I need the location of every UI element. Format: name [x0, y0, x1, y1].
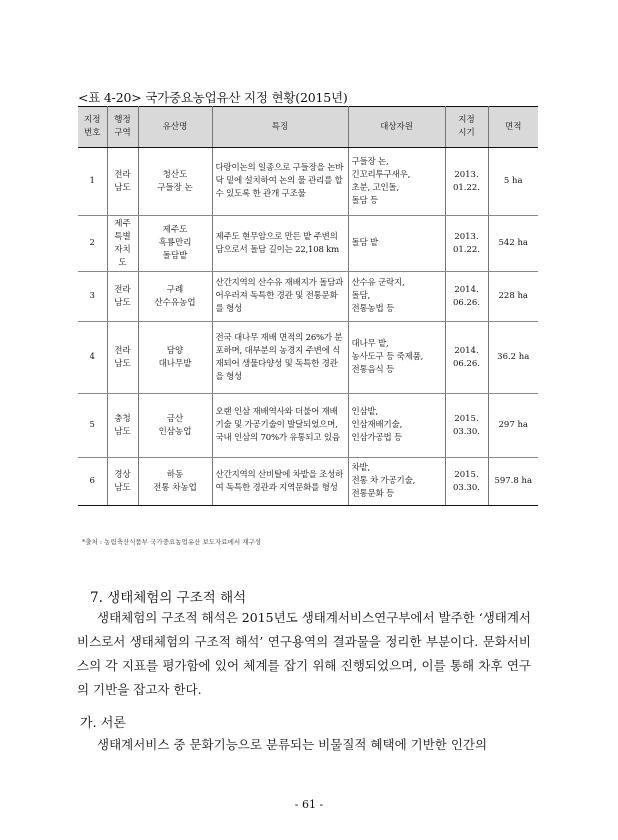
cell-no: 6 — [78, 458, 107, 506]
cell-area: 542 ha — [488, 216, 538, 272]
paragraph-2 — [77, 733, 531, 757]
cell-date: 2014. 06.26. — [445, 272, 488, 322]
table-row — [78, 148, 538, 216]
cell-region: 전라 남도 — [107, 148, 138, 216]
cell-resources: 돌담 밭 — [348, 216, 445, 272]
cell-area: 228 ha — [488, 272, 538, 322]
paragraph-1-text: 생태체험의 구조적 해석은 2015년도 생태계서비스연구부에서 발주한 ‘생태계서비스로서 생태체험의 구조적 해석’ 연구용역의 결과물을 정리한 부분이다. 문화서비스의 각 지표를 평가함에 있어 체계를 잡기 위해 진행되었으며, 이를 통해 차후 연구의 기반을 잡고자 한다. — [77, 610, 531, 697]
table-row — [78, 394, 538, 458]
table-header-row — [78, 107, 538, 148]
cell-area: 297 ha — [488, 394, 538, 458]
cell-feature: 오랜 인삼 재배역사와 더불어 재배기술 및 가공기술이 발달되었으며, 국내 인삼의 70%가 유통되고 있음 — [212, 394, 348, 458]
table-row — [78, 322, 538, 394]
cell-region: 제주 특별 자치도 — [107, 216, 138, 272]
heritage-table — [78, 106, 538, 506]
cell-name: 담양 대나무밭 — [138, 322, 212, 394]
cell-feature: 산간지역의 산비탈에 차밭을 조성하여 독특한 경관과 지역문화를 형성 — [212, 458, 348, 506]
cell-region: 전라 남도 — [107, 272, 138, 322]
cell-resources: 대나무 밭, 농사도구 등 죽제품, 전통음식 등 — [348, 322, 445, 394]
cell-no: 3 — [78, 272, 107, 322]
cell-date: 2013. 01.22. — [445, 148, 488, 216]
cell-resources: 인삼밭, 인삼재배기술, 인삼가공법 등 — [348, 394, 445, 458]
cell-no: 2 — [78, 216, 107, 272]
header-feature: 특징 — [212, 107, 348, 148]
cell-date: 2014. 06.26. — [445, 322, 488, 394]
cell-region: 충청 남도 — [107, 394, 138, 458]
header-date: 지정 시기 — [445, 107, 488, 148]
cell-name: 하동 전통 차농업 — [138, 458, 212, 506]
cell-name: 청산도 구들장 논 — [138, 148, 212, 216]
cell-date: 2013. 01.22. — [445, 216, 488, 272]
cell-resources: 구들장 논, 긴꼬리투구새우, 초분, 고인돌, 돌담 등 — [348, 148, 445, 216]
cell-feature: 산간지역의 산수유 재배지가 돌담과 어우러져 독특한 경관 및 전통문화를 형성 — [212, 272, 348, 322]
cell-region: 경상 남도 — [107, 458, 138, 506]
header-name: 유산명 — [138, 107, 212, 148]
cell-feature: 다랑이논의 일종으로 구들장을 논바닥 밑에 설치하여 논의 물 관리를 할 수 있도록 한 관개 구조물 — [212, 148, 348, 216]
header-area: 면적 — [488, 107, 538, 148]
cell-no: 4 — [78, 322, 107, 394]
cell-resources: 차밭, 전통 차 가공기술, 전통문화 등 — [348, 458, 445, 506]
cell-area: 5 ha — [488, 148, 538, 216]
cell-area: 36.2 ha — [488, 322, 538, 394]
cell-name: 금산 인삼농업 — [138, 394, 212, 458]
cell-name: 제주도 흑룡만리 돌담밭 — [138, 216, 212, 272]
table-row — [78, 216, 538, 272]
cell-feature: 제주도 현무암으로 만든 밭 주변의 담으로서 돌담 길이는 22,108 km — [212, 216, 348, 272]
paragraph-2-text: 생태계서비스 중 문화기능으로 분류되는 비물질적 혜택에 기반한 인간의 — [97, 737, 488, 752]
cell-feature: 전국 대나무 재배 면적의 26%가 분포하며, 대부분의 농경지 주변에 식재되어 생물다양성 및 독특한 경관을 형성 — [212, 322, 348, 394]
cell-date: 2015. 03.30. — [445, 394, 488, 458]
table-body — [78, 148, 538, 506]
table-caption: <표 4-20> 국가중요농업유산 지정 현황(2015년) — [78, 90, 348, 105]
source-note: *출처 : 농림축산식품부 국가중요농업유산 보도자료에서 재구성 — [82, 538, 262, 546]
table-row — [78, 458, 538, 506]
cell-area: 597.8 ha — [488, 458, 538, 506]
cell-no: 5 — [78, 394, 107, 458]
cell-region: 전라 남도 — [107, 322, 138, 394]
subsection-title: 가. 서론 — [80, 716, 126, 731]
header-no: 지정 번호 — [78, 107, 107, 148]
paragraph-1 — [77, 606, 531, 702]
page-number: - 61 - — [294, 798, 324, 811]
header-region: 행정 구역 — [107, 107, 138, 148]
table-row — [78, 272, 538, 322]
cell-no: 1 — [78, 148, 107, 216]
cell-date: 2015. 03.30. — [445, 458, 488, 506]
section-title: 7. 생태체험의 구조적 해석 — [90, 590, 247, 606]
header-resources: 대상자원 — [348, 107, 445, 148]
cell-name: 구례 산수유농업 — [138, 272, 212, 322]
cell-resources: 산수유 군락지, 돌담, 전통농법 등 — [348, 272, 445, 322]
